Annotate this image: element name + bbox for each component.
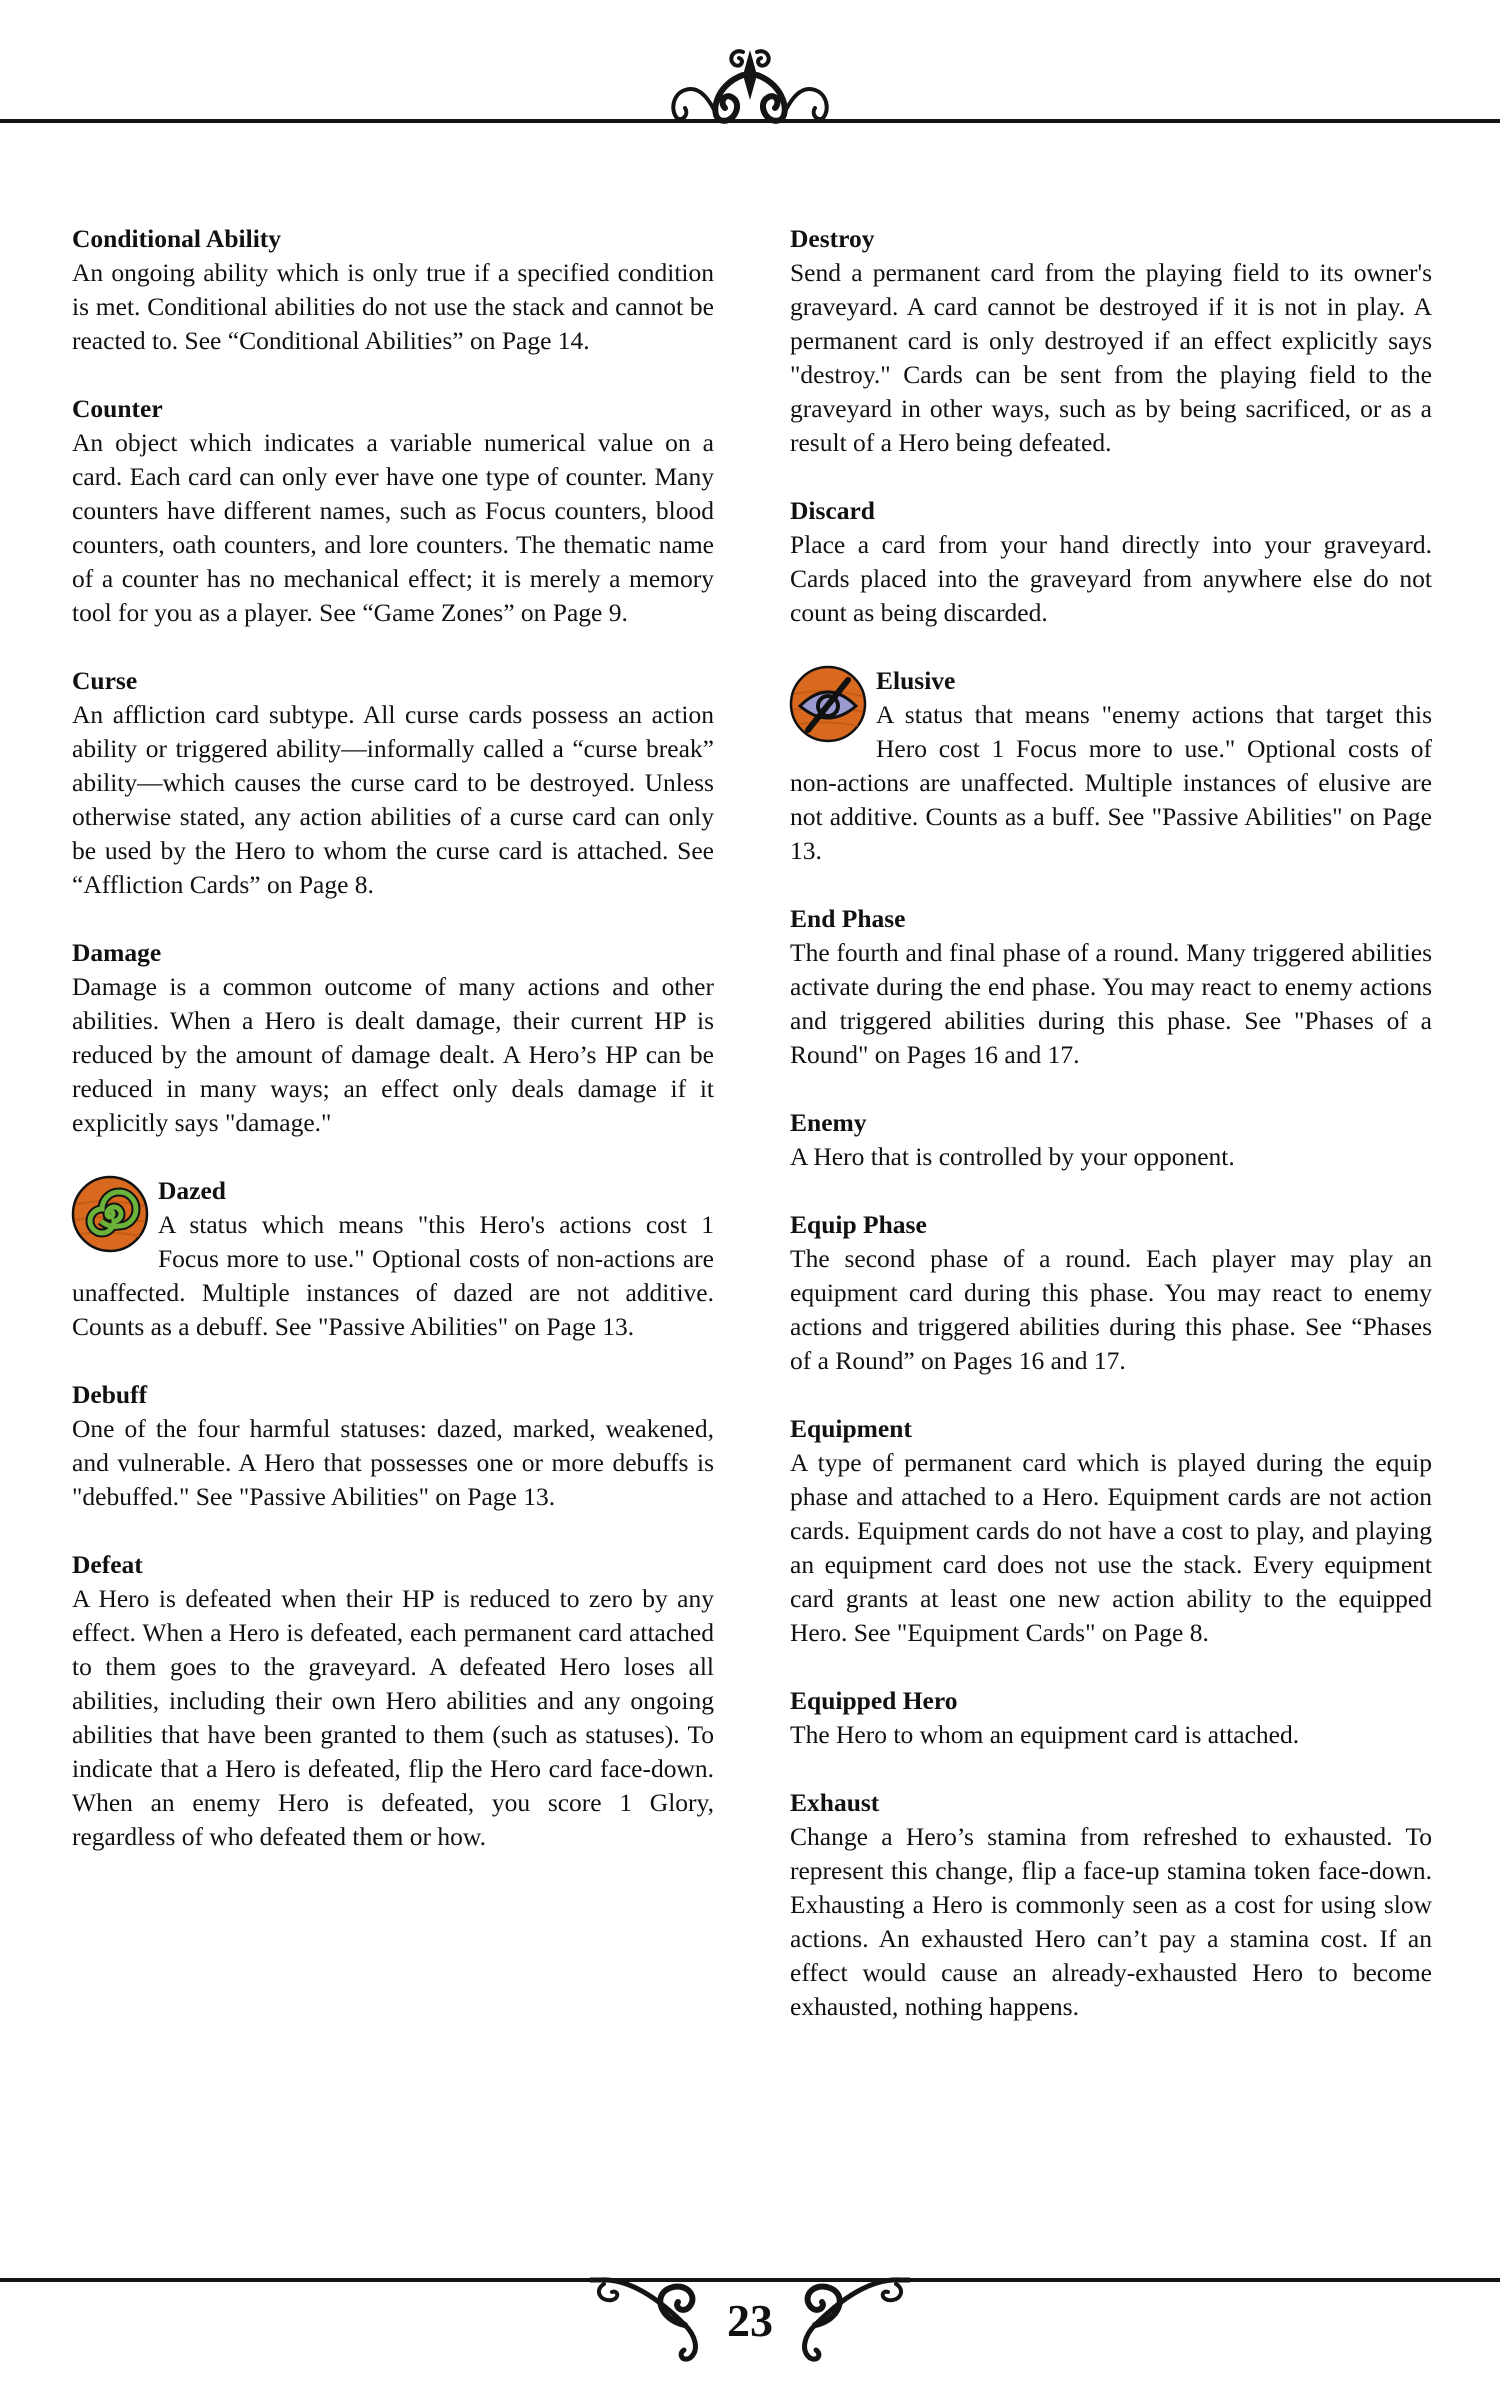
- page-number: 23: [727, 2295, 773, 2346]
- glossary-term: Defeat: [72, 1550, 143, 1579]
- glossary-term: Enemy: [790, 1108, 867, 1137]
- glossary-term: Counter: [72, 394, 163, 423]
- glossary-term: Destroy: [790, 224, 875, 253]
- glossary-term: Equipment: [790, 1414, 912, 1443]
- glossary-entry-defeat: [72, 1548, 714, 1854]
- glossary-column-left: [72, 222, 714, 1888]
- glossary-term: Equip Phase: [790, 1210, 927, 1239]
- glossary-entry-dazed: [72, 1174, 714, 1344]
- glossary-term: Equipped Hero: [790, 1686, 958, 1715]
- glossary-entry-destroy: [790, 222, 1432, 460]
- glossary-definition: A type of permanent card which is played during the equip phase and attached to a Hero. Equipment cards are not action cards. Equipment cards do not have a cost to play, and playing an equipment card does not use the stack. Every equipment card grants at least one new action ability to the equipped Hero. See "Equipment Cards" on Page 8.: [790, 1448, 1432, 1647]
- dazed-spiral-icon: [70, 1174, 150, 1254]
- glossary-entry-equipment: [790, 1412, 1432, 1650]
- glossary-entry-elusive: [790, 664, 1432, 868]
- glossary-definition: An affliction card subtype. All curse cards possess an action ability or triggered ability—informally called a “curse break” ability—which causes the curse card to be destroyed. Unless otherwise stated, any action abilities of a curse card can only be used by the Hero to whom the curse card is attached. See “Affliction Cards” on Page 8.: [72, 700, 714, 899]
- glossary-entry-debuff: [72, 1378, 714, 1514]
- glossary-term: Dazed: [158, 1176, 226, 1205]
- glossary-entry-enemy: [790, 1106, 1432, 1174]
- glossary-entry-equip-phase: [790, 1208, 1432, 1378]
- glossary-definition: The Hero to whom an equipment card is attached.: [790, 1720, 1300, 1749]
- glossary-entry-counter: [72, 392, 714, 630]
- glossary-definition: A Hero that is controlled by your opponent.: [790, 1142, 1235, 1171]
- elusive-crossed-eye-icon: [788, 664, 868, 744]
- glossary-entry-equipped-hero: [790, 1684, 1432, 1752]
- glossary-definition: The second phase of a round. Each player may play an equipment card during this phase. You may react to enemy actions and triggered abilities during this phase. See “Phases of a Round” on Pages 16 and 17.: [790, 1244, 1432, 1375]
- glossary-entry-exhaust: [790, 1786, 1432, 2024]
- glossary-definition: Change a Hero’s stamina from refreshed to exhausted. To represent this change, flip a face-up stamina token face-down. Exhausting a Hero is commonly seen as a cost for using slow actions. An exhausted Hero can’t pay a stamina cost. If an effect would cause an already-exhausted Hero to become exhausted, nothing happens.: [790, 1822, 1432, 2021]
- glossary-definition: Damage is a common outcome of many actions and other abilities. When a Hero is dealt damage, their current HP is reduced by the amount of damage dealt. A Hero’s HP can be reduced in many ways; an effect only deals damage if it explicitly says "damage.": [72, 972, 714, 1137]
- glossary-term: Conditional Ability: [72, 224, 282, 253]
- glossary-column-right: [790, 222, 1432, 2058]
- glossary-entry-damage: [72, 936, 714, 1140]
- glossary-definition: One of the four harmful statuses: dazed, marked, weakened, and vulnerable. A Hero that possesses one or more debuffs is "debuffed." See "Passive Abilities" on Page 13.: [72, 1414, 714, 1511]
- glossary-term: Discard: [790, 496, 875, 525]
- glossary-term: End Phase: [790, 904, 906, 933]
- glossary-entry-discard: [790, 494, 1432, 630]
- glossary-definition: A status which means "this Hero's actions cost 1 Focus more to use." Optional costs of non-actions are unaffected. Multiple instances of dazed are not additive. Counts as a debuff. See "Passive Abilities" on Page 13.: [72, 1210, 714, 1341]
- glossary-entry-conditional-ability: [72, 222, 714, 358]
- glossary-term: Exhaust: [790, 1788, 880, 1817]
- glossary-definition: An ongoing ability which is only true if a specified condition is met. Conditional abilities do not use the stack and cannot be reacted to. See “Conditional Abilities” on Page 14.: [72, 258, 714, 355]
- header-flourish-icon: [615, 30, 885, 126]
- glossary-entry-end-phase: [790, 902, 1432, 1072]
- glossary-term: Debuff: [72, 1380, 148, 1409]
- glossary-definition: An object which indicates a variable numerical value on a card. Each card can only ever have one type of counter. Many counters have different names, such as Focus counters, blood counters, oath counters, and lore counters. The thematic name of a counter has no mechanical effect; it is merely a memory tool for you as a player. See “Game Zones” on Page 9.: [72, 428, 714, 627]
- glossary-definition: The fourth and final phase of a round. Many triggered abilities activate during the end phase. You may react to enemy actions and triggered abilities during this phase. See "Phases of a Round" on Pages 16 and 17.: [790, 938, 1432, 1069]
- glossary-entry-curse: [72, 664, 714, 902]
- glossary-term: Curse: [72, 666, 138, 695]
- glossary-term: Damage: [72, 938, 162, 967]
- glossary-definition: Place a card from your hand directly into your graveyard. Cards placed into the graveyard from anywhere else do not count as being discarded.: [790, 530, 1432, 627]
- glossary-definition: A status that means "enemy actions that target this Hero cost 1 Focus more to use." Optional costs of non-actions are unaffected. Multiple instances of elusive are not additive. Counts as a buff. See "Passive Abilities" on Page 13.: [790, 700, 1432, 865]
- glossary-definition: Send a permanent card from the playing field to its owner's graveyard. A card cannot be destroyed if it is not in play. A permanent card is only destroyed if an effect explicitly says "destroy." Cards can be sent from the playing field to the graveyard in other ways, such as by being sacrificed, or as a result of a Hero being defeated.: [790, 258, 1432, 457]
- glossary-definition: A Hero is defeated when their HP is reduced to zero by any effect. When a Hero is defeated, each permanent card attached to them goes to the graveyard. A defeated Hero loses all abilities, including their own Hero abilities and any ongoing abilities that have been granted to them (such as statuses). To indicate that a Hero is defeated, flip the Hero card face-down. When an enemy Hero is defeated, you score 1 Glory, regardless of who defeated them or how.: [72, 1584, 714, 1851]
- glossary-term: Elusive: [876, 666, 956, 695]
